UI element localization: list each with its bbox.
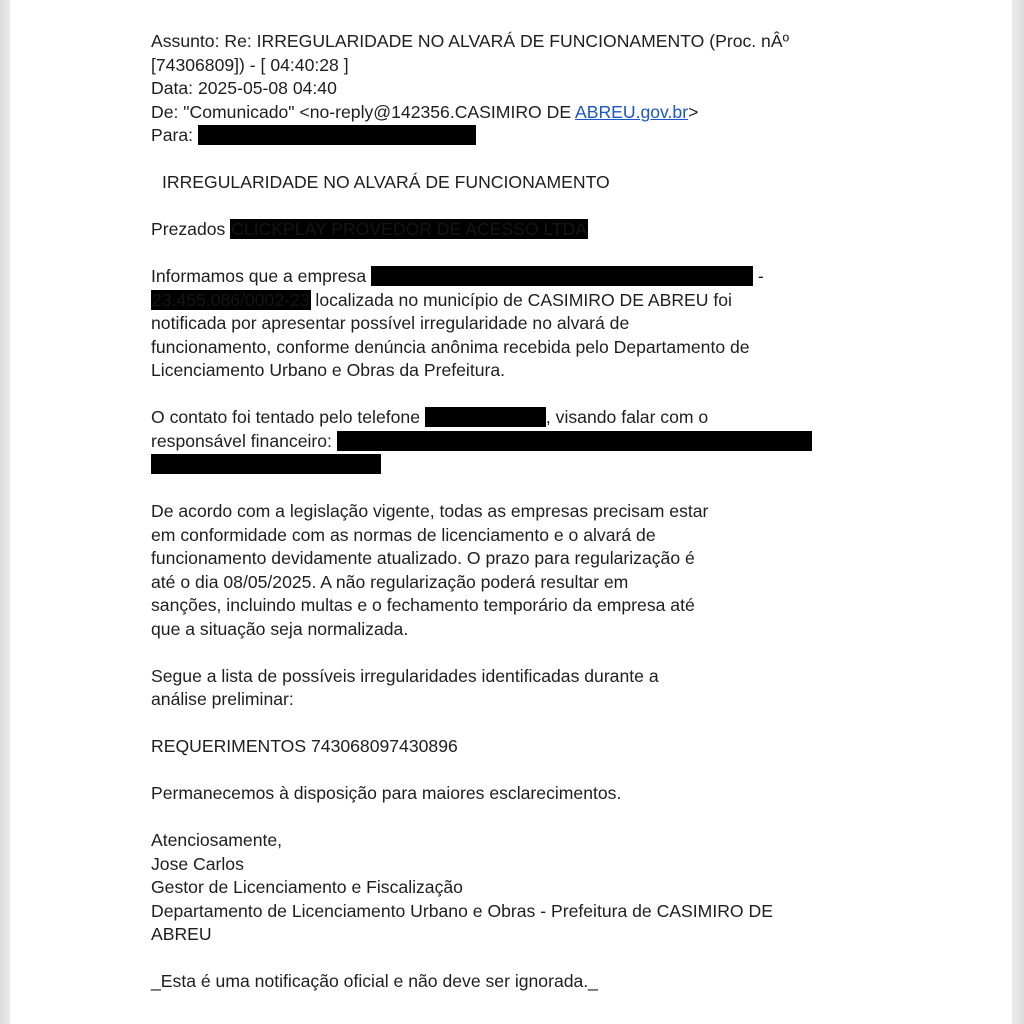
subject-text-continued: [74306809]) - [ 04:40:28 ] xyxy=(151,54,349,75)
page-edge-left xyxy=(0,0,10,1024)
footer-note: _Esta é uma notificação oficial e não deve ser ignorada._ xyxy=(151,971,598,991)
contact-intro: O contato foi tentado pelo telefone xyxy=(151,407,425,427)
email-document xyxy=(151,30,831,994)
signature-department: Departamento de Licenciamento Urbano e Obras - Prefeitura de CASIMIRO DE xyxy=(151,900,773,921)
responsible-name-redaction xyxy=(337,431,812,451)
company-name-redacted: CLICKPLAY PROVEDOR DE ACESSO LTDA xyxy=(231,219,588,239)
signature-block xyxy=(151,829,831,947)
email-header xyxy=(151,30,831,148)
responsible-detail-redaction xyxy=(151,454,381,474)
date-line xyxy=(151,77,831,101)
recipient-redaction xyxy=(198,125,476,145)
from-suffix: > xyxy=(688,101,699,122)
cnpj-redacted: 23.455.086/0002-23 xyxy=(152,289,310,310)
signature-name: Jose Carlos xyxy=(151,853,244,874)
greeting-text: Prezados xyxy=(151,219,231,239)
paragraph-company-notice xyxy=(151,265,831,383)
irregularities-line-2: análise preliminar: xyxy=(151,689,294,709)
signature-regards: Atenciosamente, xyxy=(151,830,283,850)
notice-dash: - xyxy=(753,266,764,286)
subject-label: Assunto: xyxy=(151,31,220,51)
paragraph-contact-attempt xyxy=(151,406,831,477)
to-line xyxy=(151,124,831,148)
document-page xyxy=(10,0,1012,1024)
notice-line-3: notificada por apresentar possível irregularidade no alvará de xyxy=(151,313,630,333)
notice-line-4: funcionamento, conforme denúncia anônima recebida pelo Departamento de xyxy=(151,336,750,357)
closing-line: Permanecemos à disposição para maiores esclarecimentos. xyxy=(151,783,622,803)
subject-text: Re: IRREGULARIDADE NO ALVARÁ DE FUNCIONAMENTO (Proc. nÂº xyxy=(224,31,790,51)
notice-intro: Informamos que a empresa xyxy=(151,266,372,286)
page-edge-right xyxy=(1012,0,1024,1024)
paragraph-legislation xyxy=(151,500,831,641)
legislation-line-5: sanções, incluindo multas e o fechamento temporário da empresa até xyxy=(151,595,695,615)
legislation-line-1: De acordo com a legislação vigente, todas as empresas precisam estar xyxy=(151,501,709,521)
from-text: "Comunicado" <no-reply@142356.CASIMIRO DE xyxy=(183,101,575,122)
legislation-line-2: em conformidade com as normas de licenciamento e o alvará de xyxy=(151,524,656,545)
greeting-line xyxy=(151,218,831,242)
contact-purpose: , visando falar com o xyxy=(545,407,709,427)
signature-department-continued: ABREU xyxy=(151,924,212,944)
email-heading: IRREGULARIDADE NO ALVARÁ DE FUNCIONAMENTO xyxy=(162,172,610,192)
from-line xyxy=(151,101,831,125)
legislation-line-6: que a situação seja normalizada. xyxy=(151,618,409,639)
company-redaction xyxy=(371,266,753,286)
notice-location: localizada no município de CASIMIRO DE ABREU foi xyxy=(310,289,732,310)
subject-line xyxy=(151,30,831,54)
irregularities-line-1: Segue a lista de possíveis irregularidades identificadas durante a xyxy=(151,665,659,686)
from-label: De: xyxy=(151,101,179,122)
subject-line-continued xyxy=(151,54,831,78)
date-label: Data: xyxy=(151,78,194,98)
phone-redaction xyxy=(425,407,546,427)
contact-responsible: responsável financeiro: xyxy=(151,430,337,451)
paragraph-irregularities xyxy=(151,665,831,712)
legislation-line-3: funcionamento devidamente atualizado. O prazo para regularização é xyxy=(151,548,695,568)
requirements-line: REQUERIMENTOS 743068097430896 xyxy=(151,736,458,756)
sender-domain-link[interactable]: ABREU.gov.br xyxy=(574,101,689,122)
to-label: Para: xyxy=(151,125,194,145)
notice-line-5: Licenciamento Urbano e Obras da Prefeitura. xyxy=(151,360,506,380)
legislation-line-4: até o dia 08/05/2025. A não regularização poderá resultar em xyxy=(151,571,629,592)
signature-role: Gestor de Licenciamento e Fiscalização xyxy=(151,877,463,897)
date-value: 2025-05-08 04:40 xyxy=(197,78,337,98)
